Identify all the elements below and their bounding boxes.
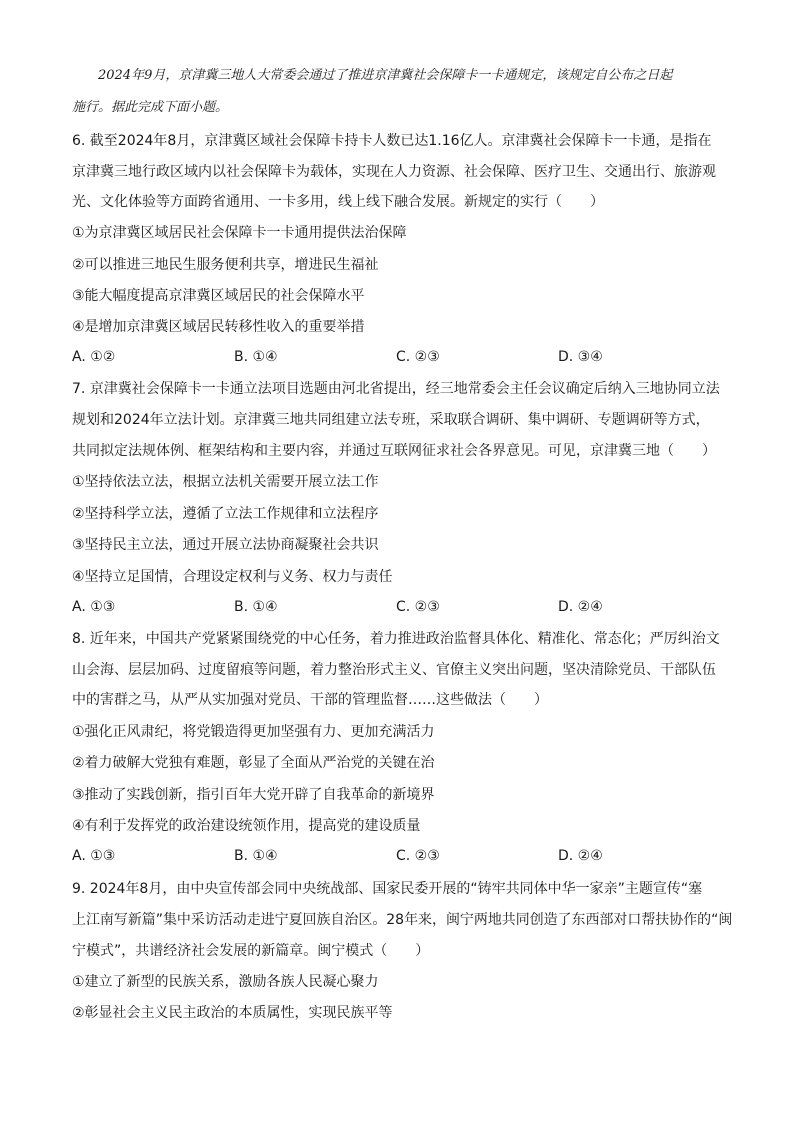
q6-options	[72, 347, 732, 367]
q8-stem-line-3: 中的害群之马，从严从实加强对党员、干部的管理监督……这些做法（ ）	[72, 692, 548, 708]
q6-option-b[interactable]: B. ①④	[234, 349, 278, 365]
q7-stem-line-2: 规划和2024年立法计划。京津冀三地共同组建立法专班，采取联合调研、集中调研、专题调研等方式，	[72, 412, 710, 428]
q8-statement-4: ④有利于发挥党的政治建设统领作用，提高党的建设质量	[72, 818, 421, 834]
q6-option-c[interactable]: C. ②③	[396, 349, 440, 365]
q6-option-d[interactable]: D. ③④	[558, 349, 603, 365]
q7-statement-2: ②坚持科学立法，遵循了立法工作规律和立法程序	[72, 506, 379, 522]
q7-option-d[interactable]: D. ②④	[558, 599, 603, 615]
intro-line-1: 2024年9月，京津冀三地人大常委会通过了推进京津冀社会保障卡一卡通规定，该规定自公布之日起	[98, 68, 673, 83]
q7-statement-4: ④坚持立足国情，合理设定权利与义务、权力与责任	[72, 569, 393, 585]
q7-option-b[interactable]: B. ①④	[234, 599, 278, 615]
q8-stem-line-2: 山会海、层层加码、过度留痕等问题，着力整治形式主义、官僚主义突出问题，坚决清除党员、干部队伍	[72, 662, 716, 678]
q8-option-a[interactable]: A. ①③	[72, 848, 116, 864]
q6-statement-1: ①为京津冀区域居民社会保障卡一卡通用提供法治保障	[72, 225, 407, 241]
q6-statement-4: ④是增加京津冀区域居民转移性收入的重要举措	[72, 319, 365, 335]
q7-option-a[interactable]: A. ①③	[72, 599, 116, 615]
q8-options	[72, 846, 732, 866]
q8-statement-2: ②着力破解大党独有难题，彰显了全面从严治党的关键在治	[72, 755, 435, 771]
q8-statement-3: ③推动了实践创新，指引百年大党开辟了自我革命的新境界	[72, 787, 435, 803]
q6-option-a[interactable]: A. ①②	[72, 349, 116, 365]
q6-stem-line-2: 京津冀三地行政区域内以社会保障卡为载体，实现在人力资源、社会保障、医疗卫生、交通出行、旅游观	[72, 164, 716, 180]
q7-options	[72, 597, 732, 617]
q9-stem-line-3: 宁模式”，共谱经济社会发展的新篇章。闽宁模式（ ）	[72, 943, 430, 959]
q8-statement-1: ①强化正风肃纪，将党锻造得更加坚强有力、更加充满活力	[72, 724, 435, 740]
q8-option-b[interactable]: B. ①④	[234, 848, 278, 864]
intro-line-2: 施行。据此完成下面小题。	[72, 100, 229, 115]
q8-stem-line-1: 8. 近年来，中国共产党紧紧围绕党的中心任务，着力推进政治监督具体化、精准化、常态化；严厉纠治文	[72, 631, 720, 647]
q7-statement-1: ①坚持依法立法，根据立法机关需要开展立法工作	[72, 474, 379, 490]
q8-option-d[interactable]: D. ②④	[558, 848, 603, 864]
q7-statement-3: ③坚持民主立法，通过开展立法协商凝聚社会共识	[72, 537, 379, 553]
q9-statement-2: ②彰显社会主义民主政治的本质属性，实现民族平等	[72, 1005, 393, 1021]
q9-stem-line-2: 上江南写新篇”集中采访活动走进宁夏回族自治区。28年来，闽宁两地共同创造了东西部对口帮扶协作的“闽	[72, 912, 733, 928]
q9-statement-1: ①建立了新型的民族关系，激励各族人民凝心聚力	[72, 974, 379, 990]
q6-stem-line-1: 6. 截至2024年8月，京津冀区域社会保障卡持卡人数已达1.16亿人。京津冀社会保障卡一卡通，是指在	[72, 133, 712, 149]
q7-option-c[interactable]: C. ②③	[396, 599, 440, 615]
q9-stem-line-1: 9. 2024年8月，由中央宣传部会同中央统战部、国家民委开展的“铸牢共同体中华一家亲”主题宣传“塞	[72, 881, 703, 897]
q6-stem-line-3: 光、文化体验等方面跨省通用、一卡多用，线上线下融合发展。新规定的实行（ ）	[72, 194, 604, 210]
q7-stem-line-1: 7. 京津冀社会保障卡一卡通立法项目选题由河北省提出，经三地常委会主任会议确定后纳入三地协同立法	[72, 381, 720, 397]
q8-option-c[interactable]: C. ②③	[396, 848, 440, 864]
q6-statement-3: ③能大幅度提高京津冀区域居民的社会保障水平	[72, 288, 365, 304]
q6-statement-2: ②可以推进三地民生服务便利共享，增进民生福祉	[72, 257, 379, 273]
q7-stem-line-3: 共同拟定法规体例、框架结构和主要内容，并通过互联网征求社会各界意见。可见，京津冀三地（ ）	[72, 443, 716, 459]
